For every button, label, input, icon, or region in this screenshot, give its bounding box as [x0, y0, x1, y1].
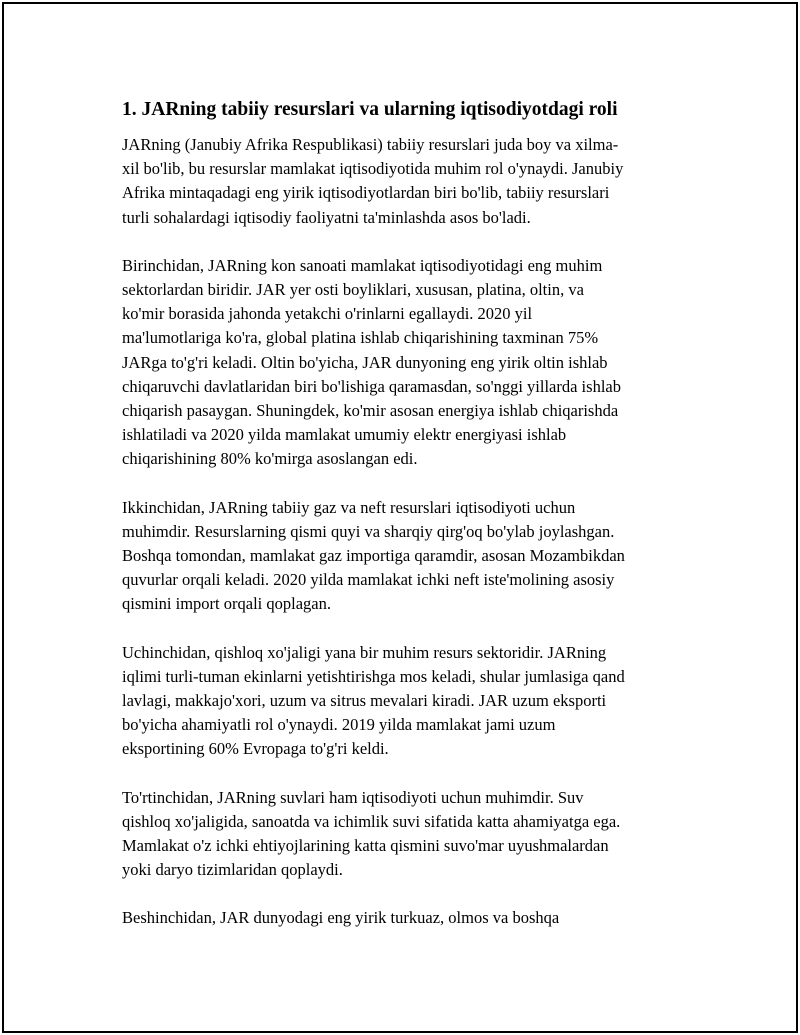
text-line: yoki daryo tizimlaridan qoplaydi. [122, 860, 343, 880]
text-line: ko'mir borasida jahonda yetakchi o'rinlarni egallaydi. 2020 yil [122, 304, 533, 324]
section-heading: 1. JARning tabiiy resurslari va ularning iqtisodiyotdagi roli [122, 99, 618, 120]
paragraph-gems [122, 906, 682, 930]
paragraph-gas-oil [122, 496, 682, 617]
text-line: Afrika mintaqadagi eng yirik iqtisodiyotlardan biri bo'lib, tabiiy resurslari [122, 183, 610, 203]
text-line: iqlimi turli-tuman ekinlarni yetishtirishga mos keladi, shular jumlasiga qand [122, 666, 625, 686]
text-line: Beshinchidan, JAR dunyodagi eng yirik turkuaz, olmos va boshqa [122, 908, 560, 928]
paragraph-agriculture [122, 641, 682, 762]
text-line: qishloq xo'jaligida, sanoatda va ichimlik suvi sifatida katta ahamiyatga ega. [122, 811, 621, 831]
text-line: lavlagi, makkajo'xori, uzum va sitrus mevalari kiradi. JAR uzum eksporti [122, 691, 607, 711]
document-body [122, 98, 682, 955]
text-line: quvurlar orqali keladi. 2020 yilda mamlakat ichki neft iste'molining asosiy [122, 570, 615, 590]
text-line: Mamlakat o'z ichki ehtiyojlarining katta qismini suvo'mar uyushmalardan [122, 836, 609, 856]
paragraph-mining [122, 254, 682, 472]
paragraph-intro [122, 133, 682, 230]
text-line: JARga to'g'ri keladi. Oltin bo'yicha, JAR dunyoning eng yirik oltin ishlab [122, 352, 608, 372]
text-line: JARning (Janubiy Afrika Respublikasi) tabiiy resurslari juda boy va xilma- [122, 135, 619, 154]
text-line: ishlatiladi va 2020 yilda mamlakat umumiy elektr energiyasi ishlab [122, 425, 567, 445]
text-line: To'rtinchidan, JARning suvlari ham iqtisodiyoti uchun muhimdir. Suv [122, 787, 584, 807]
text-line: Birinchidan, JARning kon sanoati mamlakat iqtisodiyotidagi eng muhim [122, 255, 603, 275]
text-line: turli sohalardagi iqtisodiy faoliyatni ta'minlashda asos bo'ladi. [122, 207, 531, 227]
text-line: sektorlardan biridir. JAR yer osti boyliklari, xususan, platina, oltin, va [122, 280, 584, 300]
text-line: chiqarish pasaygan. Shuningdek, ko'mir asosan energiya ishlab chiqarishda [122, 401, 619, 421]
text-line: qismini import orqali qoplagan. [122, 594, 331, 614]
text-line: xil bo'lib, bu resurslar mamlakat iqtisodiyotida muhim rol o'ynaydi. Janubiy [122, 159, 624, 179]
text-line: Boshqa tomondan, mamlakat gaz importiga qaramdir, asosan Mozambikdan [122, 546, 625, 566]
text-line: Ikkinchidan, JARning tabiiy gaz va neft resurslari iqtisodiyoti uchun [122, 497, 576, 517]
text-line: eksportining 60% Evropaga to'g'ri keldi. [122, 739, 389, 759]
text-line: muhimdir. Resurslarning qismi quyi va sharqiy qirg'oq bo'ylab joylashgan. [122, 521, 615, 541]
text-line: Uchinchidan, qishloq xo'jaligi yana bir muhim resurs sektoridir. JARning [122, 642, 607, 662]
text-line: chiqaruvchi davlatlaridan biri bo'lishiga qaramasdan, so'nggi yillarda ishlab [122, 376, 621, 396]
text-line: chiqarishining 80% ko'mirga asoslangan edi. [122, 449, 418, 469]
paragraph-water [122, 786, 682, 883]
text-line: ma'lumotlariga ko'ra, global platina ishlab chiqarishining taxminan 75% [122, 328, 599, 348]
text-line: bo'yicha ahamiyatli rol o'ynaydi. 2019 yilda mamlakat jami uzum [122, 715, 556, 735]
page-frame [2, 2, 798, 1033]
